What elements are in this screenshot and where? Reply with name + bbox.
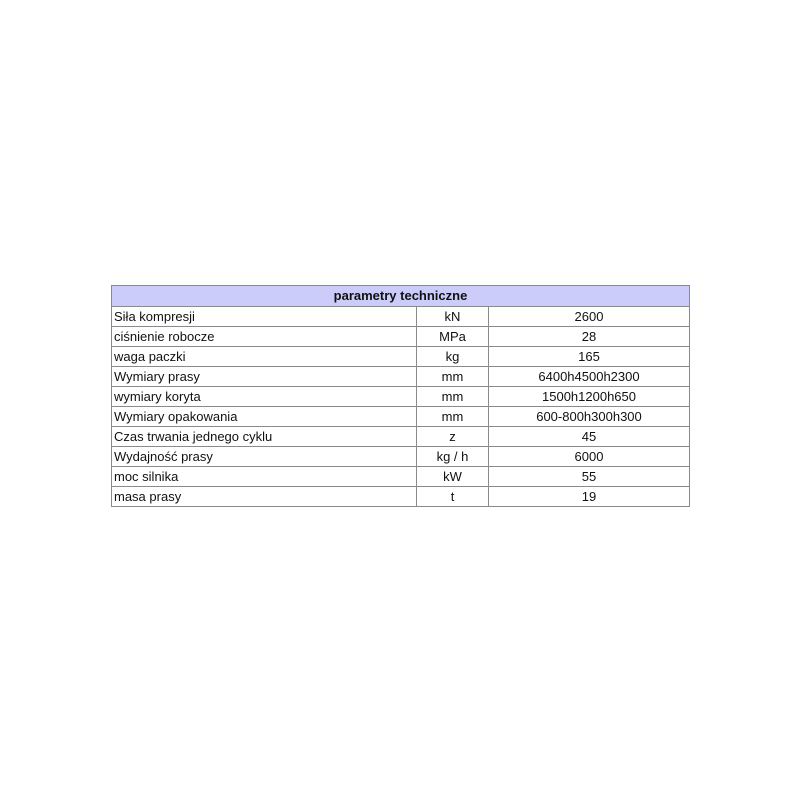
table-row — [112, 367, 690, 387]
unit-cell: mm — [417, 387, 489, 407]
parameter-name-cell: waga paczki — [112, 347, 417, 367]
table-row — [112, 487, 690, 507]
table-row — [112, 307, 690, 327]
parameter-name-cell: Czas trwania jednego cyklu — [112, 427, 417, 447]
value-cell: 45 — [489, 427, 690, 447]
parameter-name-cell: Siła kompresji — [112, 307, 417, 327]
table-row — [112, 467, 690, 487]
unit-cell: kg / h — [417, 447, 489, 467]
value-cell: 55 — [489, 467, 690, 487]
unit-cell: mm — [417, 407, 489, 427]
value-cell: 19 — [489, 487, 690, 507]
parameter-name-cell: masa prasy — [112, 487, 417, 507]
parameter-name-cell: Wydajność prasy — [112, 447, 417, 467]
value-cell: 2600 — [489, 307, 690, 327]
table-row — [112, 387, 690, 407]
value-cell: 28 — [489, 327, 690, 347]
parameter-name-cell: ciśnienie robocze — [112, 327, 417, 347]
technical-parameters-table — [111, 285, 690, 507]
value-cell: 165 — [489, 347, 690, 367]
table-header: parametry techniczne — [112, 286, 690, 307]
unit-cell: kg — [417, 347, 489, 367]
value-cell: 600-800h300h300 — [489, 407, 690, 427]
table-row — [112, 427, 690, 447]
parameter-name-cell: Wymiary prasy — [112, 367, 417, 387]
parameter-name-cell: wymiary koryta — [112, 387, 417, 407]
unit-cell: z — [417, 427, 489, 447]
table-row — [112, 327, 690, 347]
unit-cell: mm — [417, 367, 489, 387]
table-row — [112, 447, 690, 467]
unit-cell: t — [417, 487, 489, 507]
value-cell: 6000 — [489, 447, 690, 467]
unit-cell: MPa — [417, 327, 489, 347]
value-cell: 6400h4500h2300 — [489, 367, 690, 387]
table-row — [112, 347, 690, 367]
table-row — [112, 407, 690, 427]
parameter-name-cell: Wymiary opakowania — [112, 407, 417, 427]
parameter-name-cell: moc silnika — [112, 467, 417, 487]
unit-cell: kN — [417, 307, 489, 327]
unit-cell: kW — [417, 467, 489, 487]
table-header-row — [112, 286, 690, 307]
value-cell: 1500h1200h650 — [489, 387, 690, 407]
